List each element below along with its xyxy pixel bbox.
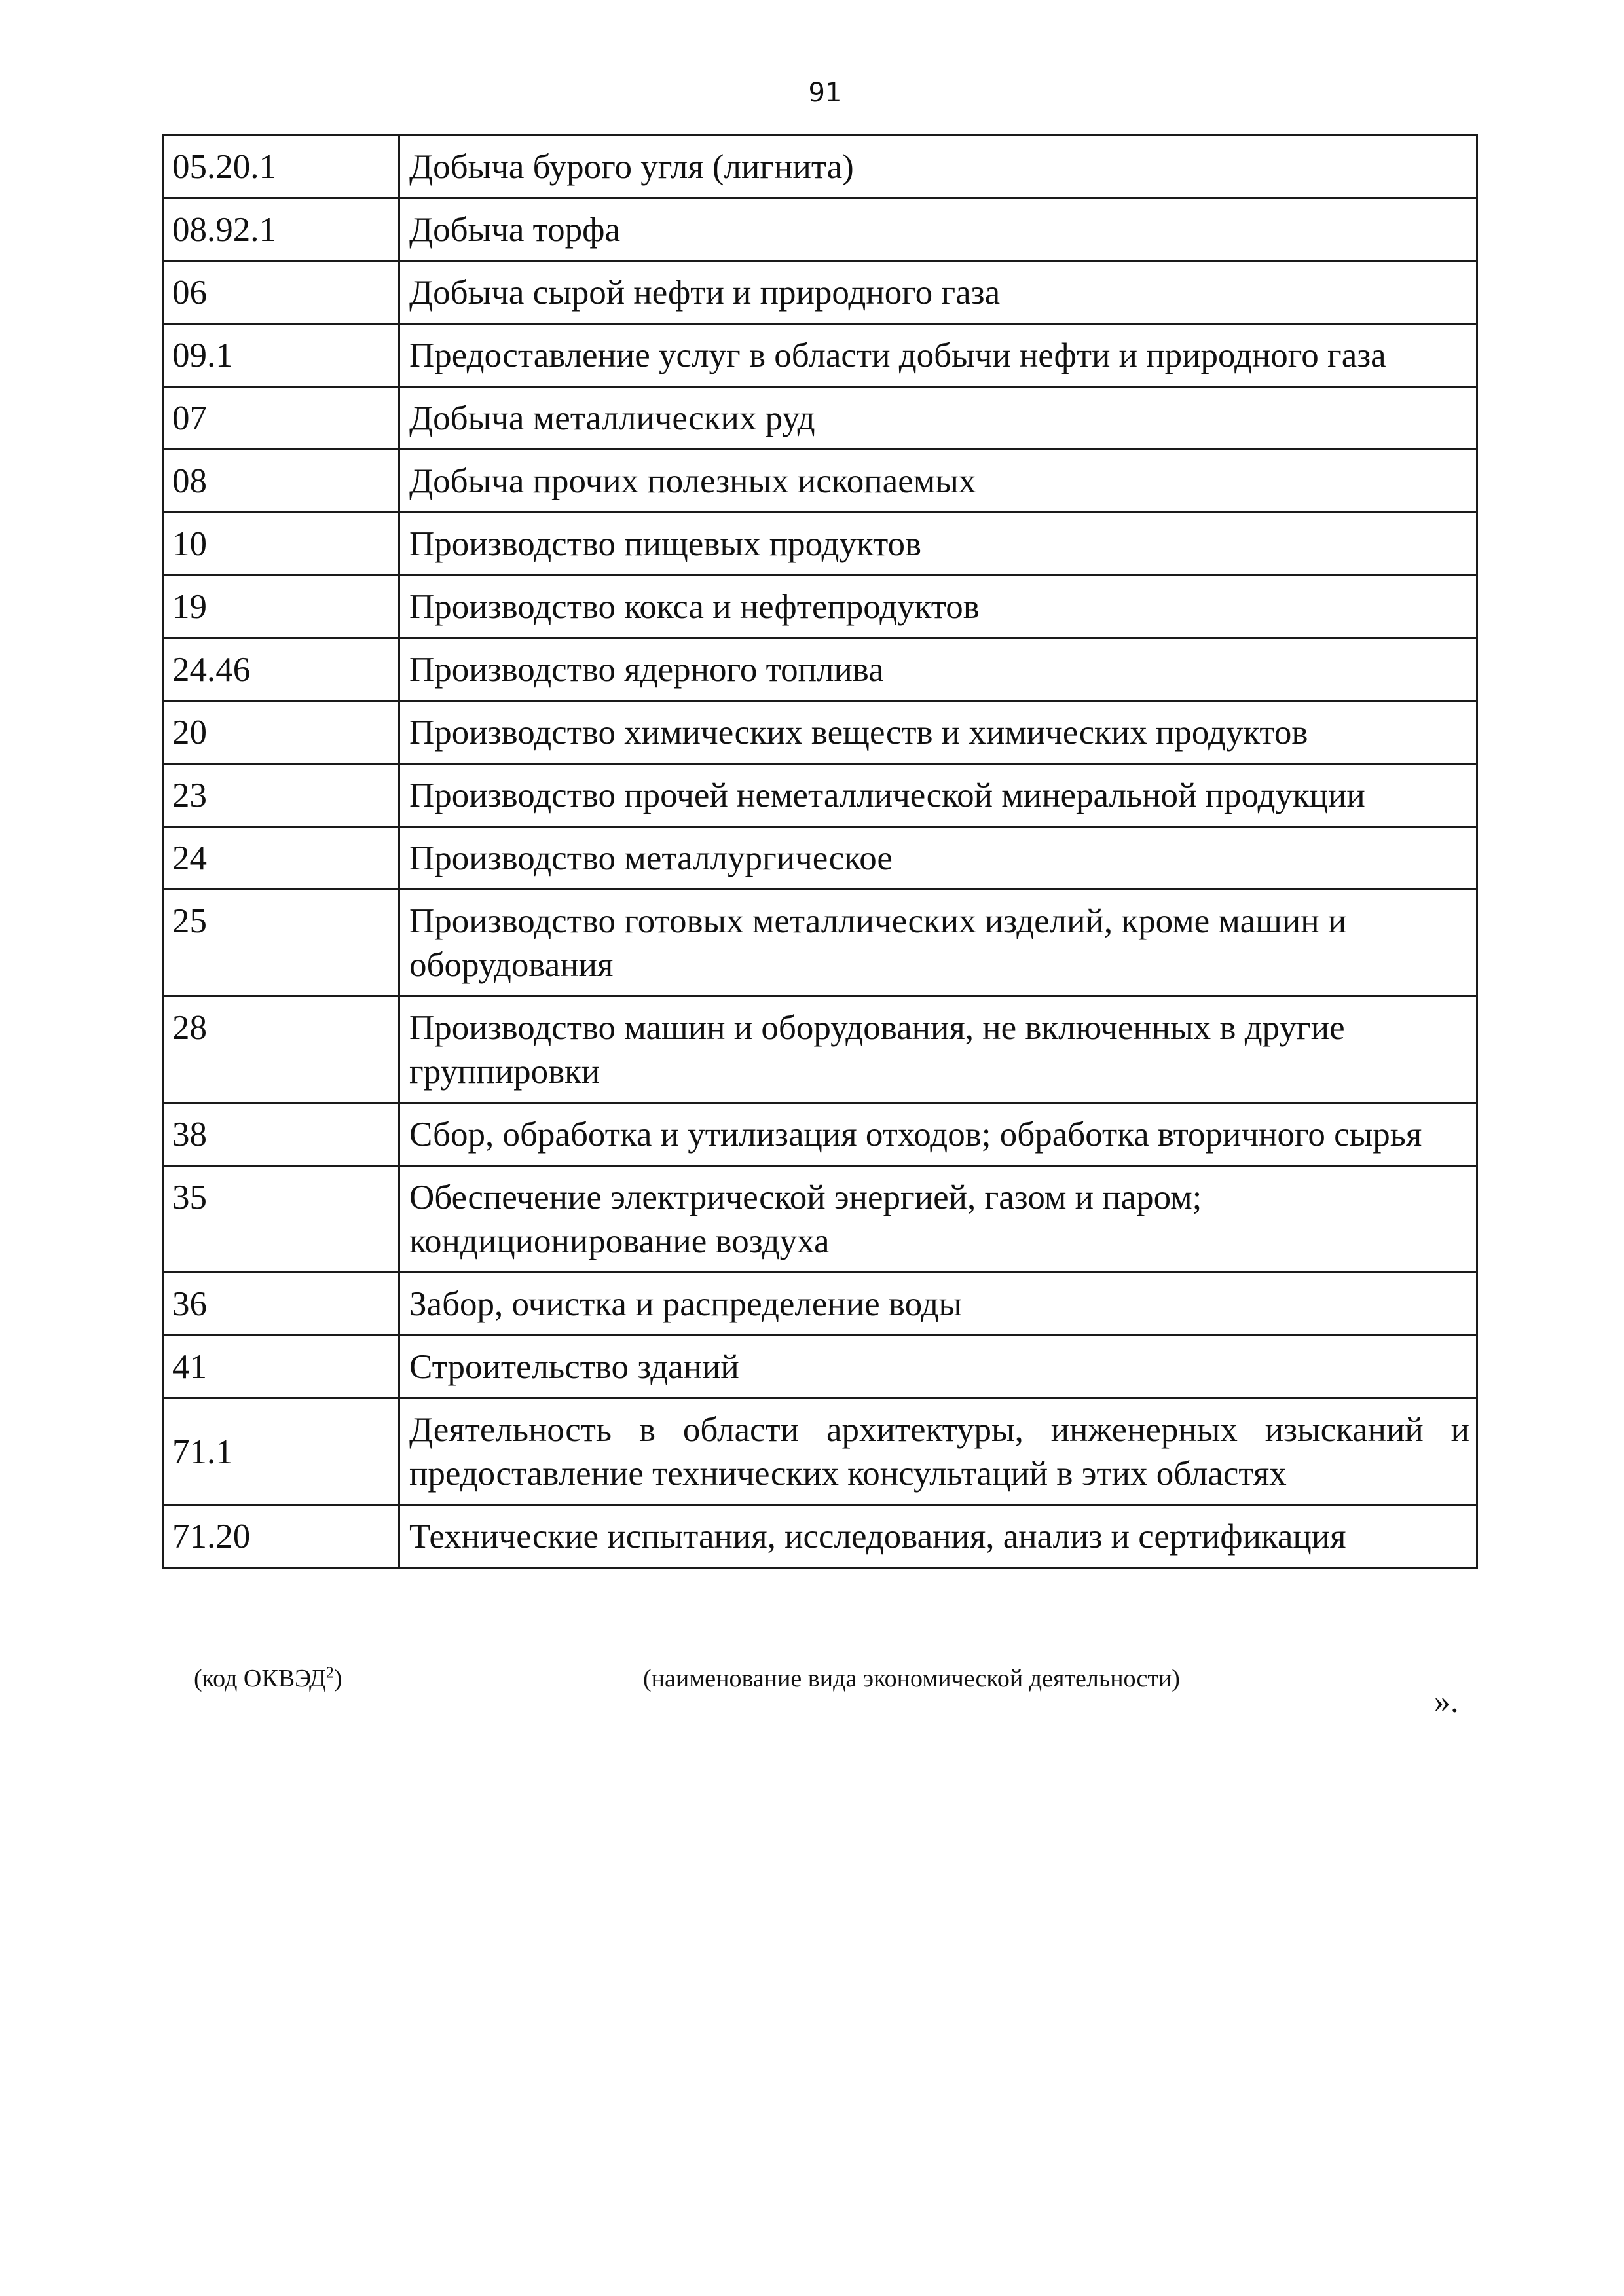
table-row (164, 575, 1477, 638)
okved-code-cell: 07 (164, 387, 399, 450)
okved-code-cell: 38 (164, 1103, 399, 1166)
okved-code-caption (194, 1663, 342, 1694)
table-row (164, 764, 1477, 827)
activity-name-caption: (наименование вида экономической деятельности) (643, 1665, 1180, 1692)
closing-quote-mark: ». (1434, 1683, 1459, 1719)
activity-name-cell: Добыча прочих полезных ископаемых (399, 450, 1477, 513)
activity-name-cell: Предоставление услуг в области добычи нефти и природного газа (399, 324, 1477, 387)
okved-table (162, 134, 1478, 1569)
column-captions (162, 1663, 1476, 1702)
okved-code-cell: 05.20.1 (164, 136, 399, 198)
activity-name-cell: Производство химических веществ и химических продуктов (399, 701, 1477, 764)
okved-code-cell: 08.92.1 (164, 198, 399, 261)
table-row (164, 198, 1477, 261)
table-row (164, 638, 1477, 701)
okved-code-cell: 71.20 (164, 1505, 399, 1568)
activity-name-cell: Добыча бурого угля (лигнита) (399, 136, 1477, 198)
activity-name-cell: Добыча торфа (399, 198, 1477, 261)
okved-code-cell: 41 (164, 1336, 399, 1398)
activity-name-cell: Добыча металлических руд (399, 387, 1477, 450)
table-row (164, 701, 1477, 764)
table-row (164, 996, 1477, 1103)
activity-name-cell: Деятельность в области архитектуры, инженерных изысканий и предоставление технических консультаций в этих областях (399, 1398, 1477, 1505)
okved-code-cell: 09.1 (164, 324, 399, 387)
table-row (164, 513, 1477, 575)
okved-code-cell: 10 (164, 513, 399, 575)
table-row (164, 324, 1477, 387)
activity-name-cell: Сбор, обработка и утилизация отходов; обработка вторичного сырья (399, 1103, 1477, 1166)
activity-name-cell: Строительство зданий (399, 1336, 1477, 1398)
activity-name-cell: Производство прочей неметаллической минеральной продукции (399, 764, 1477, 827)
okved-code-cell: 25 (164, 890, 399, 996)
okved-code-cell: 71.1 (164, 1398, 399, 1505)
table-row (164, 1398, 1477, 1505)
activity-name-cell: Производство пищевых продуктов (399, 513, 1477, 575)
okved-code-cell: 20 (164, 701, 399, 764)
okved-code-cell: 36 (164, 1273, 399, 1336)
activity-name-cell: Обеспечение электрической энергией, газом и паром; кондиционирование воздуха (399, 1166, 1477, 1273)
okved-code-cell: 28 (164, 996, 399, 1103)
okved-code-cell: 08 (164, 450, 399, 513)
table-row (164, 261, 1477, 324)
okved-code-cell: 35 (164, 1166, 399, 1273)
table-row (164, 827, 1477, 890)
okved-code-cell: 24.46 (164, 638, 399, 701)
table-row (164, 1273, 1477, 1336)
table-row (164, 1505, 1477, 1568)
okved-code-caption-text: (код ОКВЭД (194, 1665, 326, 1692)
table-row (164, 890, 1477, 996)
table-row (164, 136, 1477, 198)
table-row (164, 1336, 1477, 1398)
table-row (164, 387, 1477, 450)
okved-code-cell: 24 (164, 827, 399, 890)
activity-name-cell: Производство металлургическое (399, 827, 1477, 890)
activity-name-cell: Производство кокса и нефтепродуктов (399, 575, 1477, 638)
activity-name-cell: Забор, очистка и распределение воды (399, 1273, 1477, 1336)
activity-name-cell: Технические испытания, исследования, анализ и сертификация (399, 1505, 1477, 1568)
okved-code-cell: 19 (164, 575, 399, 638)
okved-code-caption-close: ) (333, 1665, 342, 1692)
page-number: 91 (808, 78, 842, 108)
activity-name-cell: Добыча сырой нефти и природного газа (399, 261, 1477, 324)
table-row (164, 1166, 1477, 1273)
okved-code-cell: 06 (164, 261, 399, 324)
table-row (164, 1103, 1477, 1166)
table-row (164, 450, 1477, 513)
activity-name-cell: Производство машин и оборудования, не включенных в другие группировки (399, 996, 1477, 1103)
okved-code-cell: 23 (164, 764, 399, 827)
activity-name-cell: Производство ядерного топлива (399, 638, 1477, 701)
footnote-marker: 2 (325, 1664, 334, 1682)
activity-name-cell: Производство готовых металлических изделий, кроме машин и оборудования (399, 890, 1477, 996)
